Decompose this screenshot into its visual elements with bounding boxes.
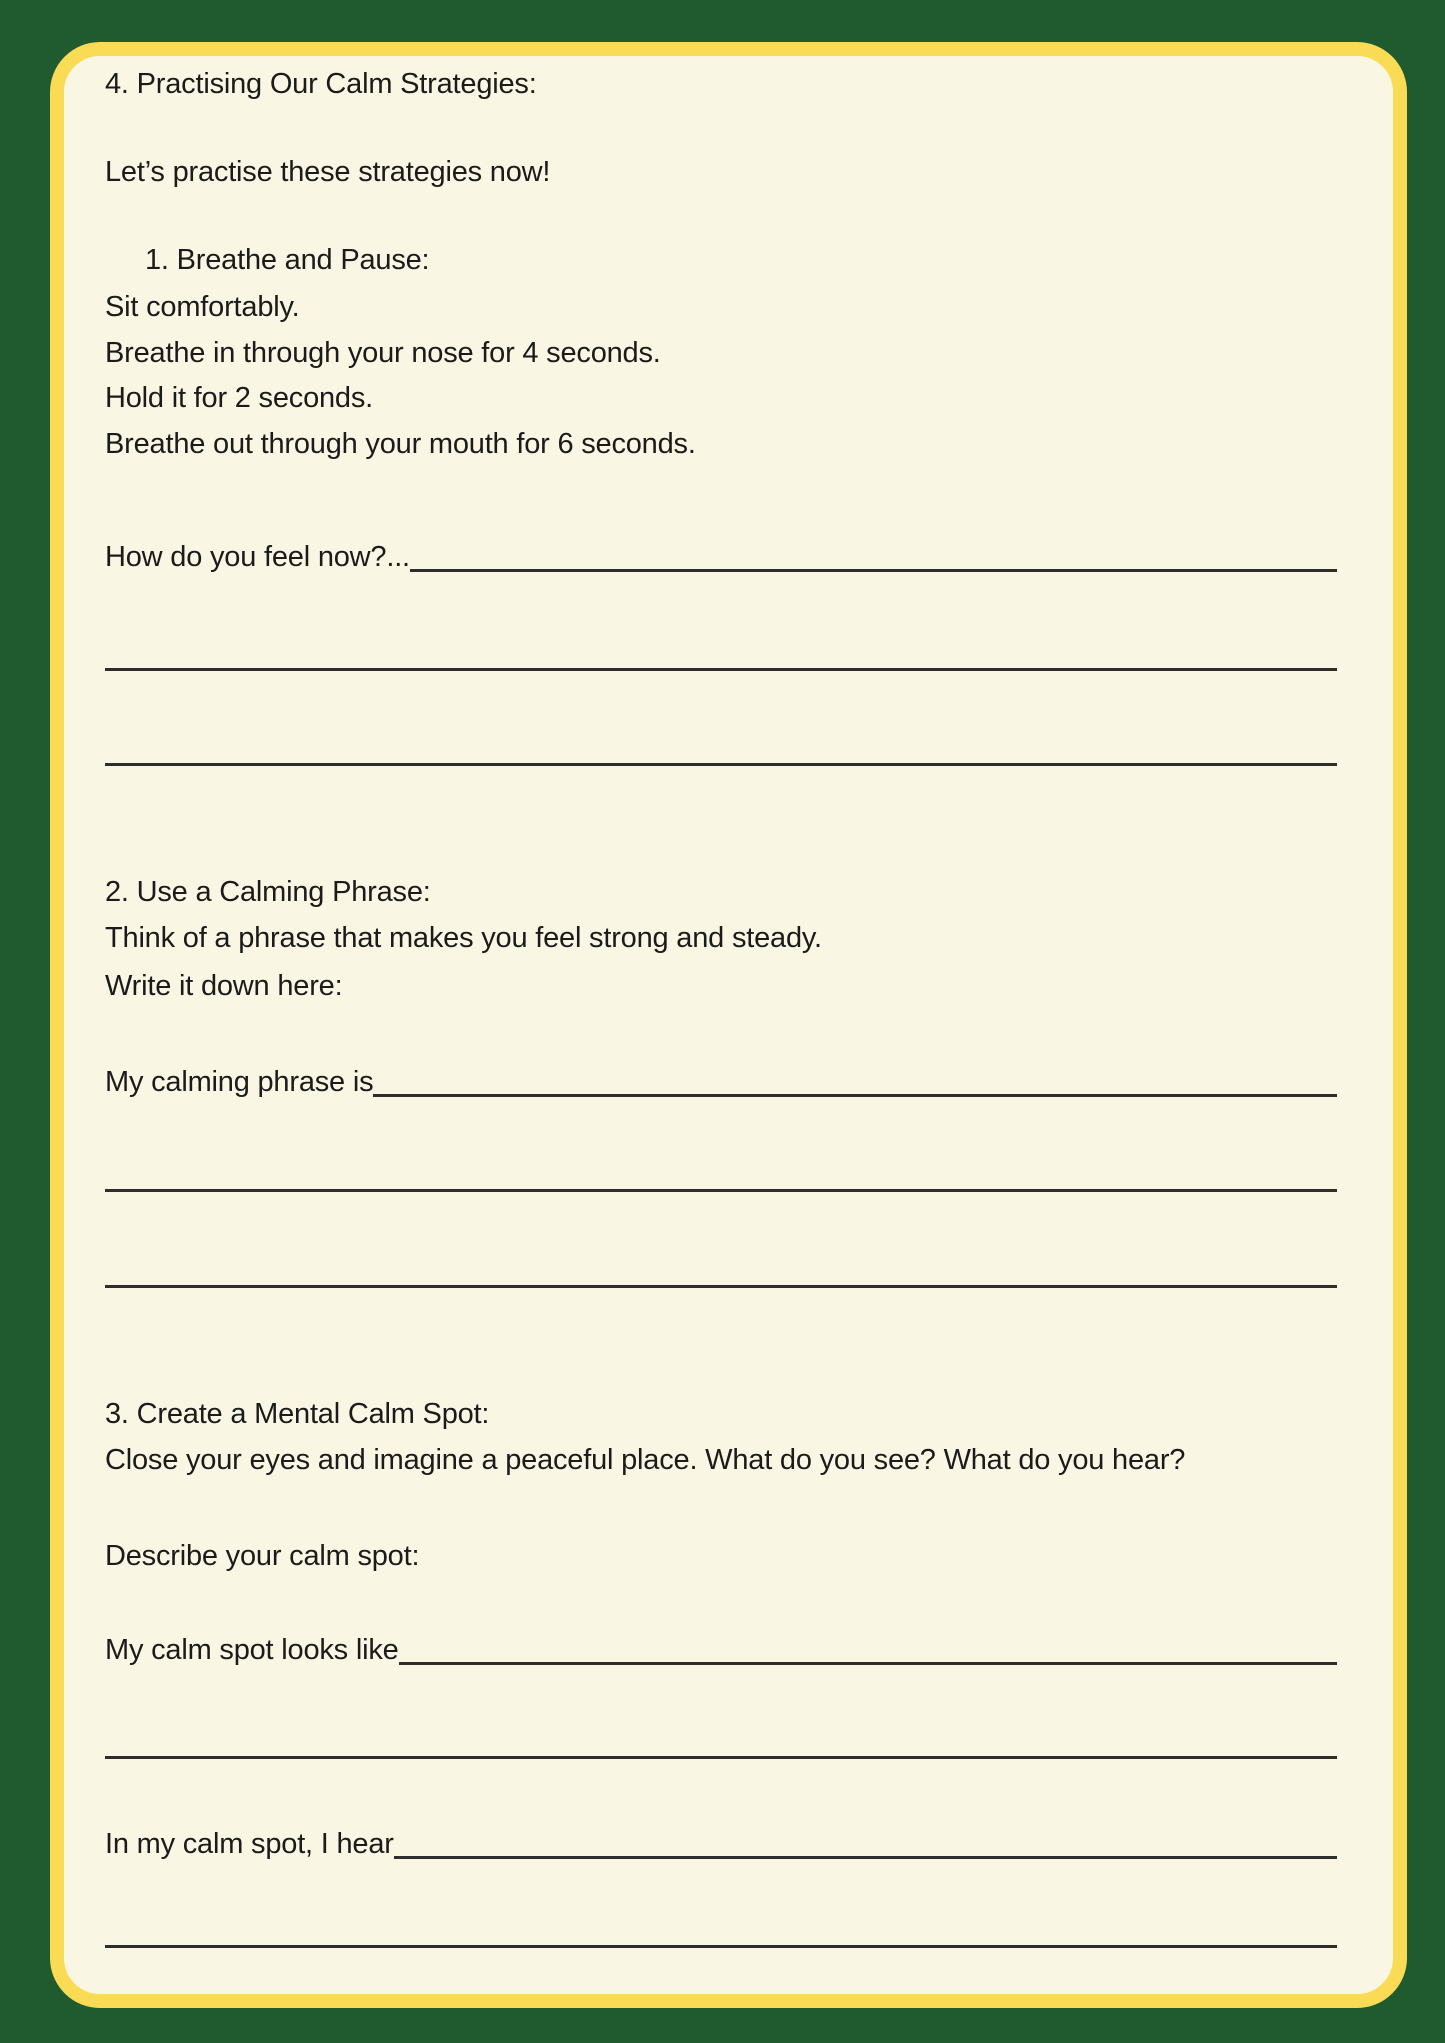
answer-line-feeling[interactable] bbox=[410, 561, 1337, 572]
step1-instruction-4: Breathe out through your mouth for 6 seconds. bbox=[105, 428, 696, 460]
step2-instruction-2: Write it down here: bbox=[105, 970, 343, 1002]
prompt-calming-phrase-text: My calming phrase is bbox=[105, 1066, 374, 1098]
prompt-calm-spot-looks bbox=[105, 1630, 1337, 1670]
answer-line-spot-hear-extra[interactable] bbox=[105, 1945, 1337, 1948]
step1-heading: 1. Breathe and Pause: bbox=[145, 244, 430, 276]
worksheet-title: 4. Practising Our Calm Strategies: bbox=[105, 68, 537, 100]
step1-instruction-3: Hold it for 2 seconds. bbox=[105, 382, 374, 414]
step2-instruction-1: Think of a phrase that makes you feel strong and steady. bbox=[105, 922, 822, 954]
worksheet-intro: Let’s practise these strategies now! bbox=[105, 156, 551, 188]
answer-line-feeling-extra-2[interactable] bbox=[105, 763, 1337, 766]
answer-line-spot-looks[interactable] bbox=[399, 1654, 1337, 1665]
step3-heading: 3. Create a Mental Calm Spot: bbox=[105, 1398, 490, 1430]
step1-instruction-1: Sit comfortably. bbox=[105, 291, 300, 323]
answer-line-spot-hear[interactable] bbox=[394, 1848, 1337, 1859]
prompt-how-do-you-feel-text: How do you feel now?... bbox=[105, 541, 410, 573]
prompt-calm-spot-hear bbox=[105, 1824, 1337, 1864]
step3-instruction-2: Describe your calm spot: bbox=[105, 1540, 420, 1572]
prompt-calm-spot-hear-text: In my calm spot, I hear bbox=[105, 1828, 394, 1860]
answer-line-feeling-extra-1[interactable] bbox=[105, 668, 1337, 671]
prompt-calming-phrase bbox=[105, 1062, 1337, 1102]
step3-instruction-1: Close your eyes and imagine a peaceful place. What do you see? What do you hear? bbox=[105, 1444, 1186, 1476]
answer-line-phrase-extra-2[interactable] bbox=[105, 1285, 1337, 1288]
answer-line-phrase[interactable] bbox=[373, 1086, 1337, 1097]
prompt-how-do-you-feel bbox=[105, 537, 1337, 577]
answer-line-spot-looks-extra[interactable] bbox=[105, 1756, 1337, 1759]
prompt-calm-spot-looks-text: My calm spot looks like bbox=[105, 1634, 399, 1666]
answer-line-phrase-extra-1[interactable] bbox=[105, 1189, 1337, 1192]
step1-instruction-2: Breathe in through your nose for 4 seconds. bbox=[105, 337, 661, 369]
step2-heading: 2. Use a Calming Phrase: bbox=[105, 876, 431, 908]
